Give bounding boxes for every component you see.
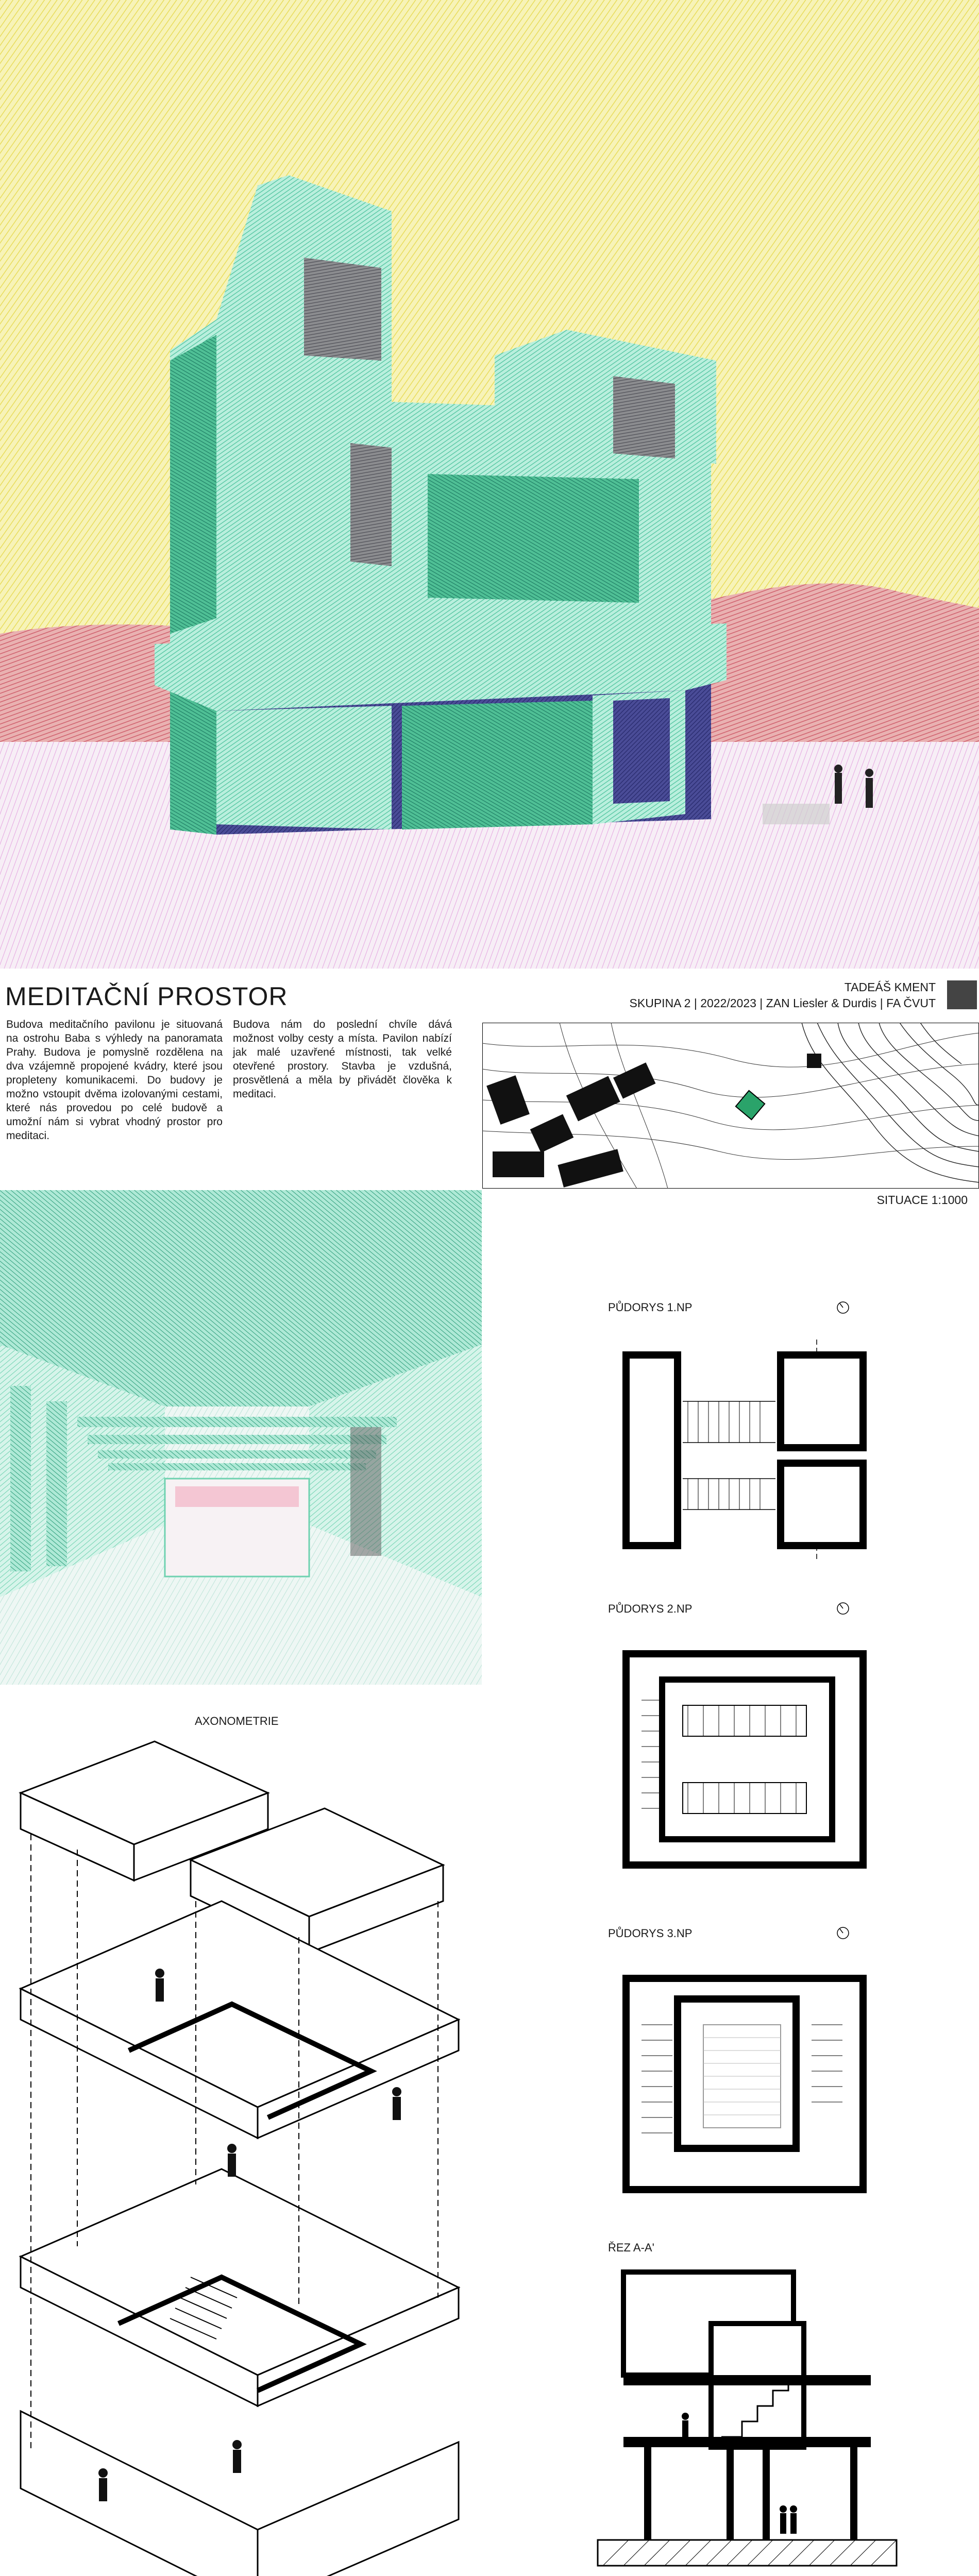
north-arrow-icon — [836, 1601, 850, 1616]
school-logo — [947, 980, 977, 1009]
site-plan-map — [482, 1023, 979, 1189]
axonometric-diagram — [0, 1731, 482, 2576]
section-a-a — [593, 2267, 902, 2576]
hero-perspective-drawing — [0, 0, 979, 969]
page-title: MEDITAČNÍ PROSTOR — [5, 982, 288, 1011]
project-meta: SKUPINA 2 | 2022/2023 | ZAN Liesler & Durdis | FA ČVUT — [629, 996, 936, 1010]
floor-plan-2 — [611, 1638, 879, 1880]
plan-3-label: PŮDORYS 3.NP — [608, 1927, 693, 1940]
axonometry-label: AXONOMETRIE — [195, 1715, 279, 1727]
section-label: ŘEZ A-A' — [608, 2241, 654, 2254]
floor-plan-3 — [611, 1963, 879, 2205]
north-arrow-icon — [836, 1300, 850, 1315]
description-paragraph-2: Budova nám do poslední chvíle dává možnost volby cesty a místa. Pavilon nabízí jak malé uzavřené místnosti, tak velké otevřené prostory. Stavba je vzdušná, prosvětlená a měla by přivádět člověka k meditaci. — [233, 1019, 452, 1100]
interior-perspective-drawing — [0, 1190, 482, 1685]
plan-2-label: PŮDORYS 2.NP — [608, 1602, 693, 1615]
plan-1-label: PŮDORYS 1.NP — [608, 1301, 693, 1314]
author-name: TADEÁŠ KMENT — [844, 980, 936, 994]
situation-label: SITUACE 1:1000 — [876, 1193, 968, 1207]
description-paragraph-1: Budova meditačního pavilonu je situovaná na ostrohu Baba s výhledy na panoramata Prahy. Budova je pomyslně rozdělena na dva vzájemně propojené kvádry, které jsou propleteny komunikacemi. Do budovy je možno vstoupit dvěma izolovanými cestami, které nás provedou po celé budově a umožní nám si vybrat vhodný prostor pro meditaci. — [6, 1019, 223, 1142]
north-arrow-icon — [836, 1926, 850, 1940]
floor-plan-1 — [611, 1340, 879, 1561]
